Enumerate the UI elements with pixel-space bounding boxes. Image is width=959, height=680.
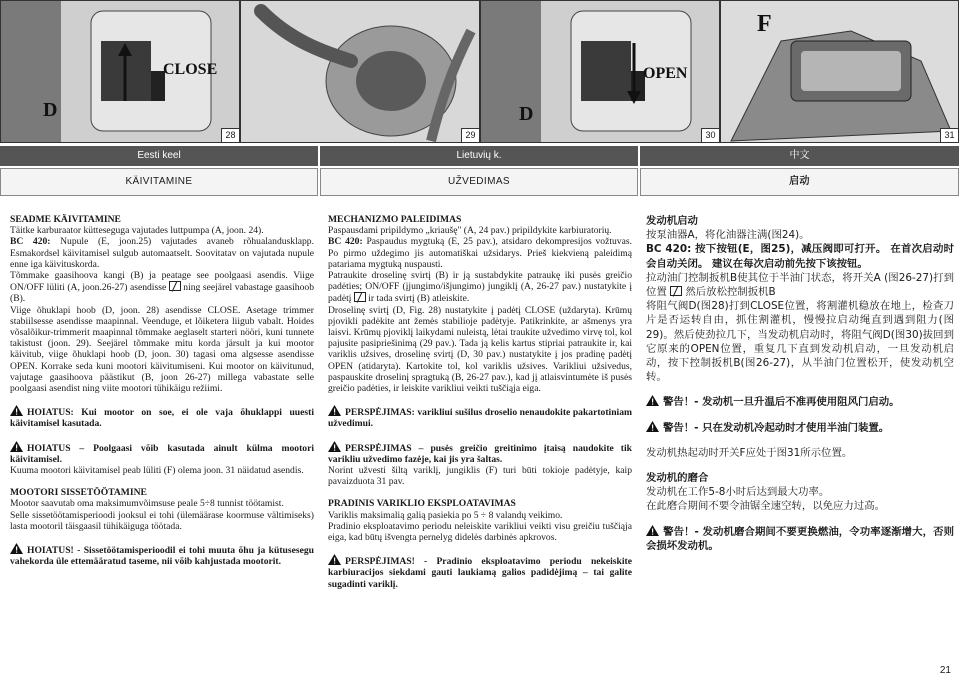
paragraph: Paspausdami pripildymo „kriaušę" (A, 24 pav.) pripildykite karbiuratorių. — [328, 225, 612, 237]
figure-29 — [240, 0, 480, 143]
on-off-symbol-icon — [670, 286, 682, 296]
column-language-et: Eesti keel — [0, 146, 318, 166]
figure-31 — [720, 0, 959, 143]
paragraph: 发动机在工作5-8小时后达到最大功率。 — [646, 486, 830, 499]
warning: HOIATUS – Poolgaasi võib kasutada ainult külma mootori käivitamisel. — [10, 442, 314, 465]
warning: PERSPĖJIMAS – pusės greičio greitinimo įtaisą naudokite tik varikliu užvedimo fazėje, kai jis yra šaltas. — [328, 442, 632, 465]
heading: MECHANIZMO PALEIDIMAS — [328, 214, 462, 225]
paragraph: Tõmmake gaasihoova kangi (B) ja peatage see poolgaasi asendis. Viige ON/OFF lüliti (A, joon.26-27) asendisse ning seejärel vabastage gaasihoob (B). — [10, 270, 314, 305]
label-close: CLOSE — [163, 61, 218, 78]
column-lithuanian — [328, 214, 632, 590]
section-title-et: KÄIVITAMINE — [0, 168, 318, 196]
on-off-symbol-icon — [354, 292, 366, 302]
warning-icon — [328, 554, 341, 565]
column-language-lt: Lietuvių k. — [320, 146, 638, 166]
paragraph: BC 420: Nupule (E, joon.25) vajutades avaneb rõhualandusklapp. Esmakordsel käivitamisel sulgub automaatselt. Soovitatav on vajutada nupule enne iga käivituskorda. — [10, 236, 314, 270]
warning: HOIATUS! - Sissetöötamisperioodil ei tohi muuta õhu ja kütusesegu vahekorda üle ettemääratud taseme, nii võib kahjustada mootorit. — [10, 545, 314, 568]
paragraph: Pradinio eksploatavimo periodu neleiskite varikliui veikti visu greičiu tuščiąja eiga, kad būtų išvengta pernelyg didelės darbinės apkrovos. — [328, 520, 632, 544]
heading: SEADME KÄIVITAMINE — [10, 214, 121, 225]
warning: 警告！- 只在发动机冷起动时才使用半油门装置。 — [646, 421, 954, 435]
paragraph: BC 420: 按下按钮(E，图25)，减压阀即可打开。 在首次启动时会自动关闭。 建议在每次启动前先按下该按钮。 — [646, 243, 954, 270]
warning-icon — [328, 405, 341, 416]
heading: 发动机启动 — [646, 215, 698, 227]
figure-number: 28 — [221, 128, 239, 142]
figure-30 — [480, 0, 720, 143]
warning: PERSPĖJIMAS! - Pradinio eksploatavimo periodu nekeiskite karbiuracijos siekdami gauti laukiamą galios padidėjimą – tai galite sugadinti variklį. — [328, 556, 632, 590]
heading: 发动机的磨合 — [646, 472, 709, 485]
label-open: OPEN — [643, 65, 688, 82]
starter-pull-image — [241, 1, 480, 143]
warning-icon — [328, 441, 341, 452]
paragraph: Selle sissetöötamisperioodi jooksul ei tohi (ülemäärase koormuse vältimiseks) lasta mootoril täisgaasil tühikäiguga töötada. — [10, 509, 314, 532]
warning-icon — [646, 525, 659, 536]
paragraph: Kuuma mootori käivitamisel peab lüliti (F) olema joon. 31 näidatud asendis. — [10, 465, 304, 477]
paragraph: Droselinę svirtį (D, Fig. 28) nustatykite į padėtį CLOSE (uždaryta). Krūmų pjovikli padėkite ant žemės stabilioje padėtyje. Patikrinkite, ar ašmenys yra laisvi. Krūmų pjovіklį laikydami nuleistą, lėtai traukite užvedimo virvę tol, kol pajusite pasipriešinimą (29 pav.). Tada ją kelis kartus stipriai patraukite ir, kai variklis užsives, droselinę svirtį (D, 30 pav.) nustatykite į jos pradinę padėtį OPEN (atidaryta). Kartokite tol, kol variklis užsives. Varikliui užsivedus, paspauskite droselinį spragtuką (B, 26-27 pav.), kad jį atlaisvintumėte iš pusės greičio padėties, ir leiskite varikliui veikti tuščiąja eiga. — [328, 304, 632, 395]
paragraph: Patraukite droselinę svirtį (B) ir ją sustabdykite patraukę iki pusės greičio padėties; ON/OFF (įjungimo/išjungimo) jungiklį (A, 26-27 pav.) nustatykite į padėtį ir tada svirtį (B) atleiskite. — [328, 270, 632, 305]
label-d: D — [43, 99, 58, 121]
figure-28 — [0, 0, 240, 143]
model-label: BC 420: — [328, 236, 363, 248]
paragraph: 按泵油器A，将化油器注满(图24)。 — [646, 229, 810, 242]
paragraph: 将阻气阀D(图28)打到CLOSE位置，将割灌机稳放在地上，检查刀片是否运转自由，抓住割灌机，慢慢拉启动绳直到遇到阻力(图29)。然后使劲拉几下，当发动机启动时，将阻气阀D(图30)拔回到它原来的OPEN位置，重复几下直到发动机启动，一旦发动机启动，按下控制扳机B(图26-27)，从半油门位置松开，使发动机空转。 — [646, 300, 954, 384]
paragraph: Variklis maksimalią galią pasiekia po 5 ÷ 8 valandų veikimo. — [328, 509, 563, 521]
figure-number: 31 — [940, 128, 958, 142]
heading: PRADINIS VARIKLIO EKSPLOATAVIMAS — [328, 498, 516, 510]
paragraph: 在此磨合期间不要令油锯全速空转，以免应力过高。 — [646, 500, 885, 513]
label-f: F — [757, 11, 772, 37]
section-title-zh: 启动 — [640, 168, 959, 196]
warning-icon — [646, 395, 659, 406]
heading: MOOTORI SISSETÖÖTAMINE — [10, 487, 147, 499]
paragraph: Norint užvesti šiltą variklį, jungiklis (F) turi būti tokioje padėtyje, kaip pavaizduota 31 pav. — [328, 465, 632, 488]
on-off-symbol-icon — [169, 281, 181, 291]
warning-icon — [10, 441, 23, 452]
warning: 警告！- 发动机磨合期间不要更换燃油，令功率逐渐增大，否则会损坏发动机。 — [646, 525, 954, 552]
paragraph: Viige õhuklapi hoob (D, joon. 28) asendisse CLOSE. Asetage trimmer stabiilsesse asendisse maapinnal. Veenduge, et lõiketera liigub vabalt. Hoides võsalõikur-trimmerit maapinnal tõmmake aeglaselt starteri nööri, kuni tunnete takistust (joon. 29). Seejärel tõmmake mitu korda järsult ja kui mootor käivitub, viige õhuklapi hoob (D, joon. 30) tagasi oma algsesse asendisse OPEN. Korrake seda kuni mootori käivitumiseni. Kui mootor on käivitunud, vajutage gaasihoova päästikut (B, joon 26-27) millega vabastate selle poolgaasi asendist ning viite mootori tühikäigu režiimi. — [10, 304, 314, 395]
warning: HOIATUS: Kui mootor on soe, ei ole vaja õhuklappi uuesti käivitamisel kasutada. — [10, 407, 314, 430]
warning: 警告！- 发动机一旦升温后不准再使用阻风门启动。 — [646, 395, 954, 409]
model-label: BC 420: — [10, 236, 51, 248]
paragraph: BC 420: Paspaudus mygtuką (E, 25 pav.), atsidaro dekompresijos vožtuvas. Po pirmo uždegimo jis automatiškai užsidarys. Prieš kiekvieną paleidimą patariama mygtuką nuspausti. — [328, 236, 632, 270]
warning-icon — [646, 421, 659, 432]
paragraph: 拉动油门控制扳机B使其位于半油门状态，将开关A (图26-27)打到位置 然后放松控制扳机B — [646, 271, 954, 299]
warning-icon — [10, 405, 23, 416]
section-title-lt: UŽVEDIMAS — [320, 168, 638, 196]
page-number: 21 — [939, 665, 951, 676]
figure-number: 30 — [701, 128, 719, 142]
warning-icon — [10, 543, 23, 554]
paragraph: 发动机热起动时开关F应处于图31所示位置。 — [646, 446, 853, 459]
paragraph: Täitke karburaator kütteseguga vajutades luttpumpa (A, joon. 24). — [10, 225, 264, 237]
column-chinese — [646, 214, 954, 553]
warning: PERSPĖJIMAS: varikliui sušilus droselio nenaudokite pakartotiniam užvedimui. — [328, 407, 632, 430]
paragraph: Mootor saavutab oma maksimumvõimsuse peale 5÷8 tunnist töötamist. — [10, 498, 284, 510]
column-language-zh: 中文 — [640, 146, 959, 166]
figure-number: 29 — [461, 128, 479, 142]
column-estonian — [10, 214, 314, 567]
label-d: D — [519, 103, 534, 125]
